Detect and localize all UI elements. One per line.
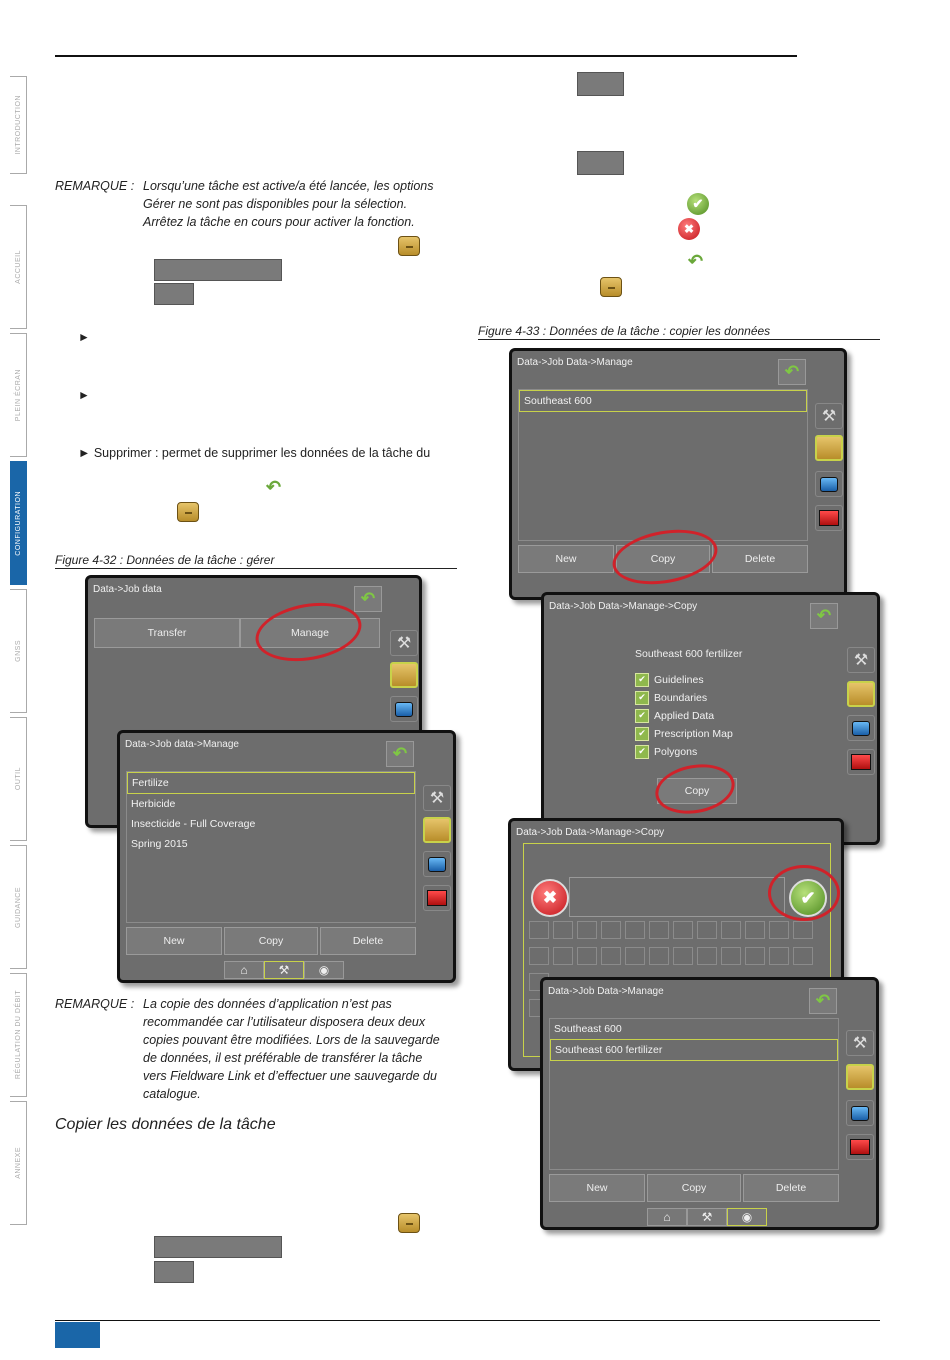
camera-icon[interactable]: ◉ [727,1208,767,1226]
list-item[interactable]: Insecticide - Full Coverage [131,818,256,830]
screen-title: Data->Job Data->Manage->Copy [516,827,665,838]
key[interactable] [577,921,597,939]
tools-icon[interactable]: ⚒ [846,1030,874,1056]
key[interactable] [649,947,669,965]
highlight-circle [768,865,840,921]
option-applied-data[interactable]: ✔ Applied Data [635,707,733,725]
new-button[interactable]: New [549,1174,645,1202]
copy-button[interactable]: Copy [224,927,318,955]
tools-icon[interactable]: ⚒ [687,1208,727,1226]
keyboard-row [529,921,813,939]
screen-title: Data->Job data [93,584,162,595]
tools-icon[interactable]: ⚒ [390,630,418,656]
note-text-2: La copie des données d’application n’est pas recommandée car l’utilisateur disposera deux deux copies pouvant être modifiées. Lors de la sauvegarde de données, il est préférable de transférer la tâche vers Fieldware Link et d’effectuer une sauvegarde du catalogue. [143,997,440,1101]
job-list [126,771,416,923]
display-icon[interactable] [423,851,451,877]
option-guidelines[interactable]: ✔ Guidelines [635,671,733,689]
file-icon[interactable] [815,435,843,461]
key[interactable] [793,947,813,965]
file-icon[interactable] [390,662,418,688]
toolbox-icon[interactable] [846,1134,874,1160]
file-icon [600,277,622,297]
side-tab-guidance[interactable]: GUIDANCE [10,845,27,969]
tools-icon[interactable]: ⚒ [423,785,451,811]
option-prescription-map[interactable]: ✔ Prescription Map [635,725,733,743]
copy-confirm-button[interactable]: Copy [657,778,737,804]
key[interactable] [697,947,717,965]
key[interactable] [649,921,669,939]
key[interactable] [721,947,741,965]
key[interactable] [553,947,573,965]
note-label-1: REMARQUE : [55,179,135,193]
note-label-2: REMARQUE : [55,997,135,1011]
side-tab-introduction[interactable]: INTRODUCTION [10,76,27,174]
note-text-1: Lorsqu’une tâche est active/a été lancée, les options Gérer ne sont pas disponibles pour la sélection. Arrêtez la tâche en cours pour activer la fonction. [143,179,434,229]
file-icon [398,1213,420,1233]
redacted-bar [154,259,282,281]
back-button[interactable]: ↶ [778,359,806,385]
redacted-bar [577,72,624,96]
screen-title: Data->Job Data->Manage [548,986,664,997]
toolbox-icon[interactable] [423,885,451,911]
list-item[interactable]: Southeast 600 [554,1023,622,1035]
back-icon: ↶ [688,251,704,271]
manage-button[interactable]: Manage [240,618,380,648]
back-icon: ↶ [266,477,282,497]
screen-title: Data->Job data->Manage [125,739,239,750]
side-tab-plein-ecran[interactable]: PLEIN ÉCRAN [10,333,27,457]
key[interactable] [625,947,645,965]
key[interactable] [673,947,693,965]
delete-button[interactable]: Delete [712,545,808,573]
key[interactable] [745,921,765,939]
key[interactable] [769,947,789,965]
tools-icon[interactable]: ⚒ [264,961,304,979]
copy-options [635,671,733,761]
bullet-arrow: ► [78,388,90,402]
bottom-rule [55,1320,880,1321]
list-item[interactable]: Spring 2015 [131,838,188,850]
transfer-button[interactable]: Transfer [94,618,240,648]
file-icon[interactable] [423,817,451,843]
option-boundaries[interactable]: ✔ Boundaries [635,689,733,707]
key[interactable] [625,921,645,939]
new-button[interactable]: New [126,927,222,955]
cancel-icon[interactable]: ✖ [531,879,569,917]
key[interactable] [529,921,549,939]
key[interactable] [601,921,621,939]
bullet-arrow: ► [78,330,90,344]
bottom-nav [647,1208,767,1228]
copy-button[interactable]: Copy [647,1174,741,1202]
home-icon[interactable]: ⌂ [647,1208,687,1226]
check-icon[interactable]: ✔ [789,879,827,917]
page-number-box [55,1322,100,1348]
key[interactable] [529,947,549,965]
option-polygons[interactable]: ✔ Polygons [635,743,733,761]
redacted-bar [154,1236,282,1258]
section-heading: Copier les données de la tâche [55,1116,276,1133]
redacted-bar [577,151,624,175]
key[interactable] [577,947,597,965]
home-icon[interactable]: ⌂ [224,961,264,979]
screen-manage-result [540,977,879,1230]
figure-caption-4-33: Figure 4-33 : Données de la tâche : copier les données [478,324,880,340]
list-item[interactable]: Southeast 600 fertilizer [550,1039,838,1061]
display-icon[interactable] [815,471,843,497]
redacted-bar [154,1261,194,1283]
tools-icon[interactable]: ⚒ [815,403,843,429]
display-icon[interactable] [846,1100,874,1126]
screen-title: Data->Job Data->Manage->Copy [549,601,698,612]
key[interactable] [697,921,717,939]
key[interactable] [721,921,741,939]
copy-name-label: Southeast 600 fertilizer [635,648,743,660]
side-tab-annexe[interactable]: ANNEXE [10,1101,27,1225]
file-icon[interactable] [846,1064,874,1090]
key[interactable] [673,921,693,939]
list-item[interactable]: Herbicide [131,798,176,810]
bullet-delete-text: ► Supprimer : permet de supprimer les données de la tâche du [78,446,431,460]
new-button[interactable]: New [518,545,614,573]
key[interactable] [793,921,813,939]
file-icon [177,502,199,522]
delete-button[interactable]: Delete [743,1174,839,1202]
key[interactable] [745,947,765,965]
display-icon[interactable] [390,696,418,722]
check-icon: ✔ [687,193,709,215]
file-icon[interactable] [847,681,875,707]
keyboard-row [529,947,813,965]
copy-button[interactable]: Copy [616,545,710,573]
side-tab-regulation[interactable]: RÉGULATION DU DÉBIT [10,973,27,1097]
cancel-icon: ✖ [678,218,700,240]
key[interactable] [601,947,621,965]
text-input[interactable] [569,877,785,917]
checkbox-icon[interactable]: ✔ [635,673,649,687]
camera-icon[interactable]: ◉ [304,961,344,979]
figure-caption-4-32: Figure 4-32 : Données de la tâche : gérer [55,553,457,569]
toolbox-icon[interactable] [815,505,843,531]
toolbox-icon[interactable] [847,749,875,775]
key[interactable] [553,921,573,939]
list-item[interactable]: Fertilize [127,772,415,794]
back-button[interactable]: ↶ [809,988,837,1014]
checkbox-icon[interactable]: ✔ [635,709,649,723]
checkbox-icon[interactable]: ✔ [635,727,649,741]
back-button[interactable]: ↶ [810,603,838,629]
checkbox-icon[interactable]: ✔ [635,745,649,759]
display-icon[interactable] [847,715,875,741]
back-button[interactable]: ↶ [354,586,382,612]
job-list [518,389,808,541]
top-rule [55,55,797,57]
list-item[interactable]: Southeast 600 [519,390,807,412]
delete-button[interactable]: Delete [320,927,416,955]
job-list [549,1018,839,1170]
side-tab-configuration[interactable]: CONFIGURATION [10,461,27,585]
screen-job-data-manage [117,730,456,983]
side-tab-outil[interactable]: OUTIL [10,717,27,841]
screen-title: Data->Job Data->Manage [517,357,633,368]
bottom-nav [224,961,344,981]
tools-icon[interactable]: ⚒ [847,647,875,673]
side-tab-accueil[interactable]: ACCUEIL [10,205,27,329]
back-button[interactable]: ↶ [386,741,414,767]
side-tab-gnss[interactable]: GNSS [10,589,27,713]
file-icon [398,236,420,256]
key[interactable] [769,921,789,939]
redacted-bar [154,283,194,305]
checkbox-icon[interactable]: ✔ [635,691,649,705]
